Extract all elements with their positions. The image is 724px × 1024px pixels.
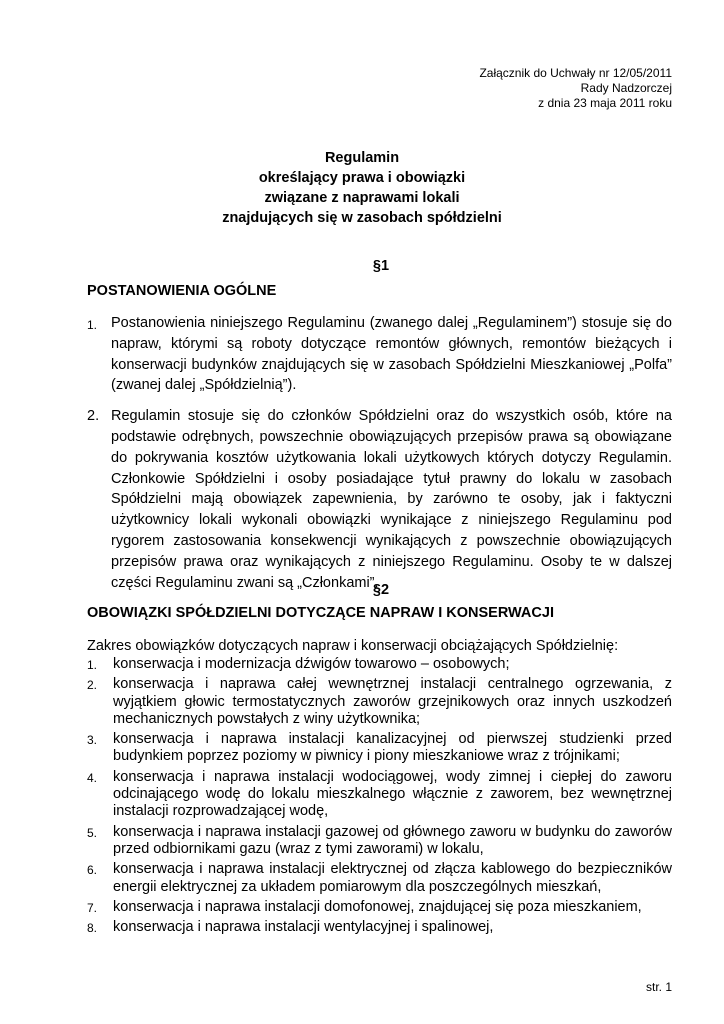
list-item: [87, 824, 672, 859]
list-item-text: konserwacja i naprawa instalacji domofonowej, znajdującej się poza mieszkaniem,: [113, 898, 642, 915]
list-item: [87, 919, 672, 936]
section-2-heading: OBOWIĄZKI SPÓŁDZIELNI DOTYCZĄCE NAPRAW I KONSERWACJI: [87, 605, 554, 621]
list-item-text: Regulamin stosuje się do członków Spółdzielni oraz do wszystkich osób, które na podstawie odrębnych, powszechnie obowiązujących przepisów prawa są obowiązane do pokrywania kosztów użytkowania lokali użytkowych których dotyczy Regulamin. Członkowie Spółdzielni i osoby posiadające tytuł prawny do lokalu w zasobach Spółdzielni mają obowiązek zapewnienia, by zarówno te osoby, jak i faktyczni użytkownicy lokali wykonali obowiązki wynikające z niniejszego Regulaminu pod rygorem zastosowania konsekwencji wynikających z powszechnie obowiązujących przepisów prawa oraz wynikających z niniejszego Regulaminu. Osoby te w dalszej części Regulaminu zwani są „Członkami”.: [111, 408, 672, 591]
list-item: [87, 656, 672, 673]
section-2-mark: §2: [372, 582, 390, 598]
list-item: [87, 676, 672, 728]
list-item-number: 1.: [87, 658, 98, 672]
title-line: związane z naprawami lokali: [264, 190, 460, 206]
section-1-mark: §1: [372, 258, 390, 274]
list-item-text: konserwacja i naprawa instalacji wodociągowej, wody zimnej i ciepłej do zaworu odcinającego wodę do lokalu mieszkalnego włącznie z zaworem, bez wewnętrznej instalacji rozprowadzającej wodę,: [113, 768, 672, 820]
list-item-number: 1.: [87, 318, 98, 332]
page-number: str. 1: [645, 980, 672, 994]
list-item: [87, 861, 672, 896]
list-item: [87, 406, 672, 593]
attachment-note: [479, 66, 672, 111]
list-item-number: 7.: [87, 900, 98, 915]
title-line: Regulamin: [324, 150, 400, 166]
list-item: [87, 731, 672, 766]
list-item-text: konserwacja i naprawa instalacji kanalizacyjnej od pierwszej studzienki przed budynkiem poprzez poziomy w piwnicy i piony mieszkaniowe wraz z trójnikami;: [113, 731, 672, 765]
list-item-number: 4.: [87, 770, 98, 785]
section-1-heading: POSTANOWIENIA OGÓLNE: [87, 283, 277, 299]
list-item-text: Postanowienia niniejszego Regulaminu (zwanego dalej „Regulaminem”) stosuje się do napraw, którymi są roboty dotyczące remontów głównych, remontów bieżących i konserwacji budynków znajdujących się w zasobach Spółdzielni Mieszkaniowej „Polfa” (zwanej dalej „Spółdzielnią”).: [111, 315, 672, 394]
list-item-text: konserwacja i modernizacja dźwigów towarowo – osobowych;: [113, 656, 510, 672]
list-item-number: 6.: [87, 863, 98, 878]
list-item-text: konserwacja i naprawa instalacji wentylacyjnej i spalinowej,: [113, 919, 494, 936]
attachment-note-line: Załącznik do Uchwały nr 12/05/2011: [479, 66, 672, 80]
list-item-text: konserwacja i naprawa instalacji gazowej od głównego zaworu w budynku do zaworów przed odbiornikami gazu (wraz z tymi zaworami) w lokalu,: [113, 823, 672, 857]
section-2-intro: Zakres obowiązków dotyczących napraw i konserwacji obciążających Spółdzielnię:: [87, 638, 619, 654]
list-item-text: konserwacja i naprawa całej wewnętrznej instalacji centralnego ogrzewania, z wyjątkiem głowic termostatycznych zaworów grzejnikowych oraz innych uszkodzeń mechanicznych powstałych z winy użytkownika;: [113, 676, 672, 727]
list-item-number: 8.: [87, 921, 98, 936]
list-item: [87, 899, 672, 916]
list-item-number: 5.: [87, 825, 98, 840]
document-title: [0, 148, 724, 228]
title-line: znajdujących się w zasobach spółdzielni: [222, 210, 502, 226]
list-item: [87, 313, 672, 396]
list-item-text: konserwacja i naprawa instalacji elektrycznej od złącza kablowego do bezpieczników energii elektrycznej za układem pomiarowym dla poszczególnych mieszkań,: [113, 861, 672, 895]
attachment-note-line: z dnia 23 maja 2011 roku: [538, 96, 672, 110]
section-2-list: [87, 656, 672, 939]
list-item-number: 2.: [87, 678, 98, 693]
section-1-list: [87, 313, 672, 603]
list-item-number: 3.: [87, 733, 98, 748]
list-item: [87, 769, 672, 821]
attachment-note-line: Rady Nadzorczej: [580, 81, 672, 95]
title-line: określający prawa i obowiązki: [258, 170, 466, 186]
list-item-number: 2.: [87, 408, 100, 425]
